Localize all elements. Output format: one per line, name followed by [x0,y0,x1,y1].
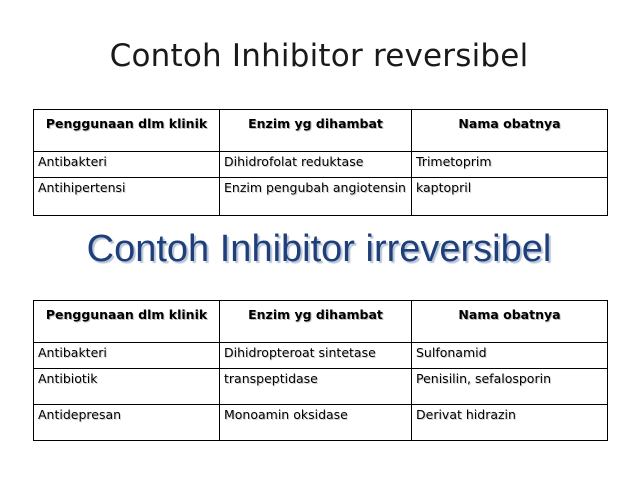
header-clinical-use: Penggunaan dlm klinik [34,110,220,152]
cell-drug: Penisilin, sefalosporin [412,369,608,405]
cell-clinical-use: Antibakteri [34,343,220,369]
cell-drug: Sulfonamid [412,343,608,369]
header-inhibited-enzyme: Enzim yg dihambat [220,110,412,152]
table-row [34,343,608,369]
header-drug-name: Nama obatnya [412,110,608,152]
irreversible-inhibitor-table [33,300,608,441]
cell-enzyme: Enzim pengubah angiotensin [220,178,412,216]
cell-drug: Trimetoprim [412,152,608,178]
table-header-row [34,301,608,343]
table-row [34,152,608,178]
cell-drug: Derivat hidrazin [412,405,608,441]
slide-title-reversible: Contoh Inhibitor reversibel [109,38,529,74]
header-inhibited-enzyme: Enzim yg dihambat [220,301,412,343]
cell-clinical-use: Antihipertensi [34,178,220,216]
table-row [34,178,608,216]
cell-enzyme: Dihidrofolat reduktase [220,152,412,178]
reversible-inhibitor-table [33,109,608,216]
slide-title-irreversible: Contoh Inhibitor irreversibel [86,228,552,270]
header-clinical-use: Penggunaan dlm klinik [34,301,220,343]
table-header-row [34,110,608,152]
header-drug-name: Nama obatnya [412,301,608,343]
cell-enzyme: Monoamin oksidase [220,405,412,441]
cell-clinical-use: Antibiotik [34,369,220,405]
cell-clinical-use: Antibakteri [34,152,220,178]
cell-enzyme: Dihidropteroat sintetase [220,343,412,369]
cell-clinical-use: Antidepresan [34,405,220,441]
table-row [34,405,608,441]
cell-enzyme: transpeptidase [220,369,412,405]
table-row [34,369,608,405]
cell-drug: kaptopril [412,178,608,216]
